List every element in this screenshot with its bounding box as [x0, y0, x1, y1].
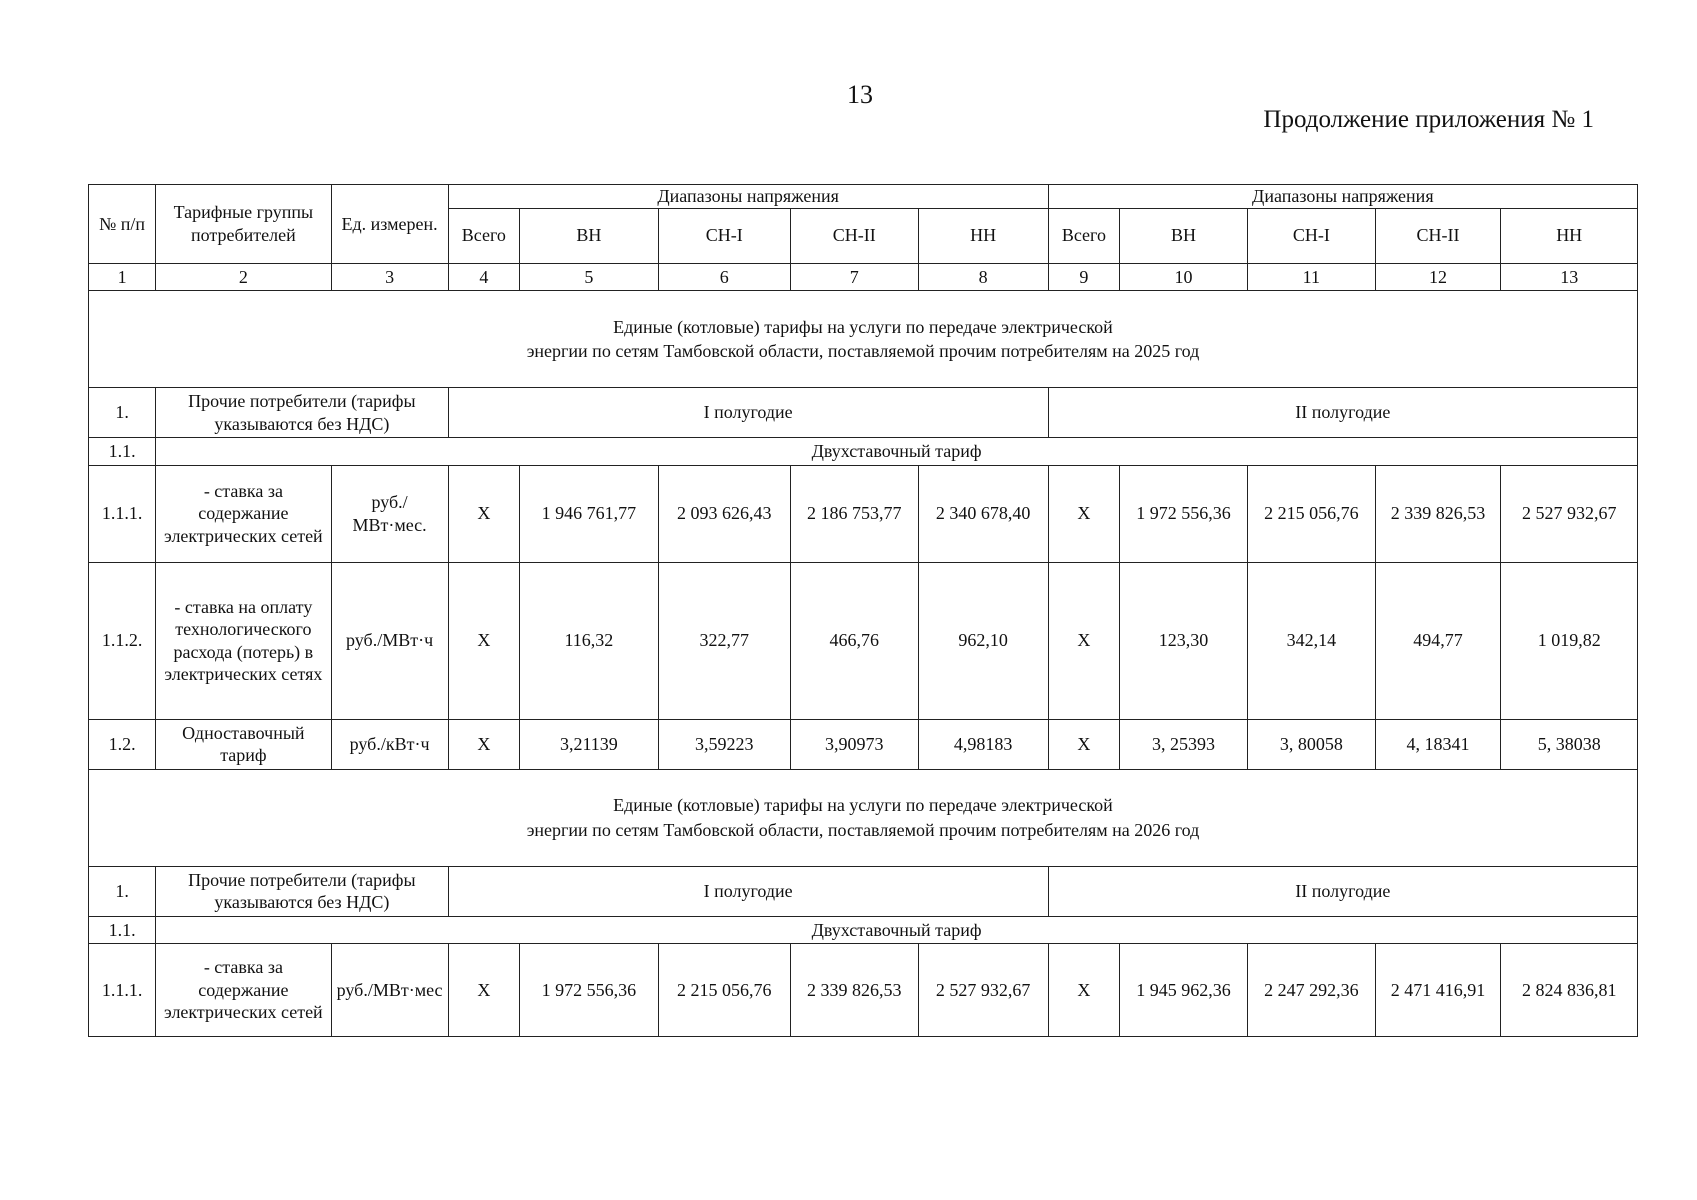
cell-h1-nn: 2 340 678,40: [918, 465, 1048, 562]
tariff-row: [89, 562, 1638, 719]
row-unit: руб./кВт·ч: [331, 719, 448, 769]
cell-h2-sn1: 342,14: [1247, 562, 1375, 719]
subgroup-row: [89, 438, 1638, 466]
cell-h1-sn2: 2 186 753,77: [790, 465, 918, 562]
header-col-unit: Ед. измерен.: [331, 185, 448, 264]
row-unit: руб./МВт·мес: [331, 944, 448, 1037]
header-h2-vn: ВН: [1120, 208, 1248, 263]
group-row: [89, 866, 1638, 916]
header-voltage-ranges-2: Диапазоны напряжения: [1048, 185, 1637, 209]
header-h1-vn: ВН: [520, 208, 659, 263]
cell-h2-sn1: 2 215 056,76: [1247, 465, 1375, 562]
subgroup-label: Двухставочный тариф: [156, 916, 1638, 944]
header-voltage-ranges-1: Диапазоны напряжения: [448, 185, 1048, 209]
column-number-row: [89, 263, 1638, 291]
column-number: 5: [520, 263, 659, 291]
header-col-no: № п/п: [89, 185, 156, 264]
row-label: - ставка на оплату технологического расхода (потерь) в электрических сетях: [156, 562, 331, 719]
cell-h1-vn: 116,32: [520, 562, 659, 719]
column-number: 8: [918, 263, 1048, 291]
cell-h2-vn: 1 972 556,36: [1120, 465, 1248, 562]
cell-h2-total: X: [1048, 944, 1119, 1037]
section-title-line1: Единые (котловые) тарифы на услуги по передаче электрической: [613, 316, 1113, 337]
column-number: 13: [1501, 263, 1638, 291]
row-no: 1.1.2.: [89, 562, 156, 719]
cell-h2-total: X: [1048, 562, 1119, 719]
cell-h1-sn1: 3,59223: [658, 719, 790, 769]
cell-h2-sn2: 2 471 416,91: [1375, 944, 1501, 1037]
appendix-title: Продолжение приложения № 1: [1263, 106, 1594, 133]
header-h1-sn2: СН-II: [790, 208, 918, 263]
row-label: Одноставочный тариф: [156, 719, 331, 769]
header-h2-sn1: СН-I: [1247, 208, 1375, 263]
row-no: 1.1.1.: [89, 465, 156, 562]
header-h1-total: Всего: [448, 208, 519, 263]
column-number: 11: [1247, 263, 1375, 291]
cell-h1-nn: 4,98183: [918, 719, 1048, 769]
cell-h1-nn: 962,10: [918, 562, 1048, 719]
cell-h2-nn: 2 527 932,67: [1501, 465, 1638, 562]
half-year-2: II полугодие: [1048, 866, 1637, 916]
subgroup-row: [89, 916, 1638, 944]
cell-h1-vn: 1 946 761,77: [520, 465, 659, 562]
cell-h2-total: X: [1048, 719, 1119, 769]
column-number: 12: [1375, 263, 1501, 291]
cell-h2-nn: 2 824 836,81: [1501, 944, 1638, 1037]
group-no: 1.: [89, 866, 156, 916]
cell-h1-total: X: [448, 944, 519, 1037]
cell-h1-sn2: 3,90973: [790, 719, 918, 769]
group-row: [89, 388, 1638, 438]
header-row-top: [89, 185, 1638, 209]
cell-h1-sn2: 2 339 826,53: [790, 944, 918, 1037]
row-label: - ставка за содержание электрических сетей: [156, 465, 331, 562]
cell-h2-nn: 5, 38038: [1501, 719, 1638, 769]
group-label: Прочие потребители (тарифы указываются без НДС): [156, 866, 448, 916]
column-number: 9: [1048, 263, 1119, 291]
cell-h2-sn2: 4, 18341: [1375, 719, 1501, 769]
row-no: 1.2.: [89, 719, 156, 769]
cell-h2-vn: 123,30: [1120, 562, 1248, 719]
row-unit: руб./МВт·мес.: [331, 465, 448, 562]
cell-h2-vn: 1 945 962,36: [1120, 944, 1248, 1037]
half-year-1: I полугодие: [448, 388, 1048, 438]
column-number: 10: [1120, 263, 1248, 291]
section-title: [89, 291, 1638, 388]
cell-h1-total: X: [448, 562, 519, 719]
cell-h1-vn: 3,21139: [520, 719, 659, 769]
cell-h1-sn1: 322,77: [658, 562, 790, 719]
subgroup-no: 1.1.: [89, 916, 156, 944]
cell-h1-sn1: 2 093 626,43: [658, 465, 790, 562]
cell-h2-vn: 3, 25393: [1120, 719, 1248, 769]
cell-h1-total: X: [448, 465, 519, 562]
cell-h1-sn1: 2 215 056,76: [658, 944, 790, 1037]
column-number: 2: [156, 263, 331, 291]
subgroup-label: Двухставочный тариф: [156, 438, 1638, 466]
header-h2-nn: НН: [1501, 208, 1638, 263]
section-title: [89, 769, 1638, 866]
cell-h2-sn2: 494,77: [1375, 562, 1501, 719]
cell-h2-sn2: 2 339 826,53: [1375, 465, 1501, 562]
cell-h2-sn1: 2 247 292,36: [1247, 944, 1375, 1037]
row-no: 1.1.1.: [89, 944, 156, 1037]
header-h2-total: Всего: [1048, 208, 1119, 263]
header-h2-sn2: СН-II: [1375, 208, 1501, 263]
column-number: 7: [790, 263, 918, 291]
header-col-group: Тарифные группы потребителей: [156, 185, 331, 264]
row-label: - ставка за содержание электрических сетей: [156, 944, 331, 1037]
column-number: 6: [658, 263, 790, 291]
tariff-row: [89, 719, 1638, 769]
half-year-2: II полугодие: [1048, 388, 1637, 438]
row-unit: руб./МВт·ч: [331, 562, 448, 719]
cell-h1-sn2: 466,76: [790, 562, 918, 719]
tariff-row: [89, 465, 1638, 562]
column-number: 1: [89, 263, 156, 291]
column-number: 4: [448, 263, 519, 291]
cell-h1-nn: 2 527 932,67: [918, 944, 1048, 1037]
header-h1-sn1: СН-I: [658, 208, 790, 263]
half-year-1: I полугодие: [448, 866, 1048, 916]
page-number: 13: [847, 80, 873, 109]
group-label: Прочие потребители (тарифы указываются без НДС): [156, 388, 448, 438]
section-title-row: [89, 291, 1638, 388]
tariff-table: [88, 184, 1638, 1037]
cell-h1-vn: 1 972 556,36: [520, 944, 659, 1037]
section-title-row: [89, 769, 1638, 866]
tariff-row: [89, 944, 1638, 1037]
header-h1-nn: НН: [918, 208, 1048, 263]
section-title-line2: энергии по сетям Тамбовской области, поставляемой прочим потребителям на 2026 год: [526, 819, 1200, 840]
group-no: 1.: [89, 388, 156, 438]
subgroup-no: 1.1.: [89, 438, 156, 466]
cell-h2-nn: 1 019,82: [1501, 562, 1638, 719]
section-title-line1: Единые (котловые) тарифы на услуги по передаче электрической: [613, 795, 1113, 816]
column-number: 3: [331, 263, 448, 291]
cell-h2-sn1: 3, 80058: [1247, 719, 1375, 769]
section-title-line2: энергии по сетям Тамбовской области, поставляемой прочим потребителям на 2025 год: [526, 341, 1200, 361]
cell-h2-total: X: [1048, 465, 1119, 562]
cell-h1-total: X: [448, 719, 519, 769]
